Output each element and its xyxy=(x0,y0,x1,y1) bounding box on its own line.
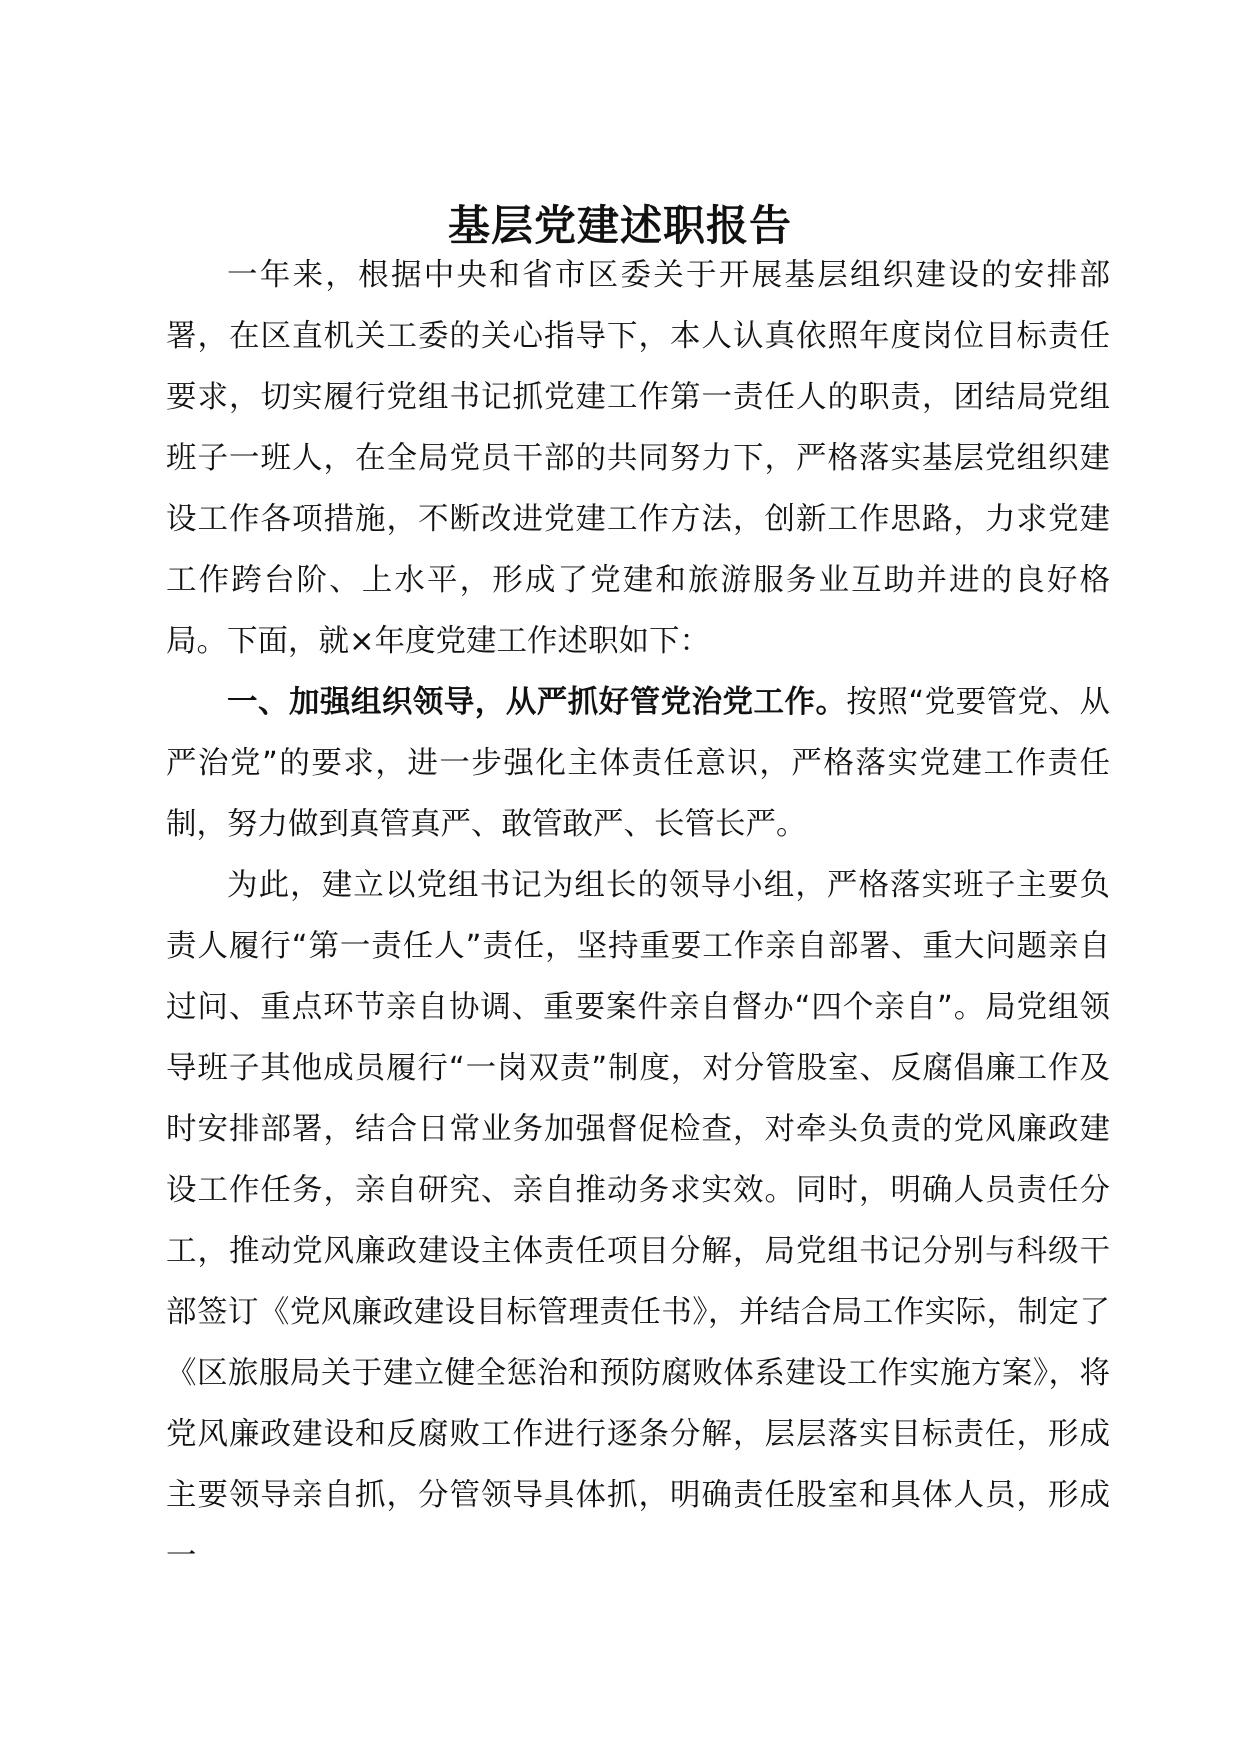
section-1-heading: 一、加强组织领导，从严抓好管党治党工作。 xyxy=(227,685,847,720)
section-1-text: 按照“党要管党、从严治党”的要求，进一步强化主体责任意识，严格落实党建工作责任制，努力做到真管真严、敢管敢严、长管长严。 xyxy=(166,685,1110,842)
document-body xyxy=(166,245,1110,1587)
paragraph-section-1 xyxy=(166,672,1110,855)
document-title: 基层党建述职报告 xyxy=(447,201,792,251)
paragraph-details: 为此，建立以党组书记为组长的领导小组，严格落实班子主要负责人履行“第一责任人”责任，坚持重要工作亲自部署、重大问题亲自过问、重点环节亲自协调、重要案件亲自督办“四个亲自”。局党组领导班子其他成员履行“一岗双责”制度，对分管股室、反腐倡廉工作及时安排部署，结合日常业务加强督促检查，对牵头负责的党风廉政建设工作任务，亲自研究、亲自推动务求实效。同时，明确人员责任分工，推动党风廉政建设主体责任项目分解，局党组书记分别与科级干部签订《党风廉政建设目标管理责任书》，并结合局工作实际，制定了《区旅服局关于建立健全惩治和预防腐败体系建设工作实施方案》，将党风廉政建设和反腐败工作进行逐条分解，层层落实目标责任，形成主要领导亲自抓，分管领导具体抓，明确责任股室和具体人员，形成一 xyxy=(166,868,1110,1574)
paragraph-intro: 一年来，根据中央和省市区委关于开展基层组织建设的安排部署，在区直机关工委的关心指导下，本人认真依照年度岗位目标责任要求，切实履行党组书记抓党建工作第一责任人的职责，团结局党组班子一班人，在全局党员干部的共同努力下，严格落实基层党组织建设工作各项措施，不断改进党建工作方法，创新工作思路，力求党建工作跨台阶、上水平，形成了党建和旅游服务业互助并进的良好格局。下面，就×年度党建工作述职如下： xyxy=(166,258,1110,659)
